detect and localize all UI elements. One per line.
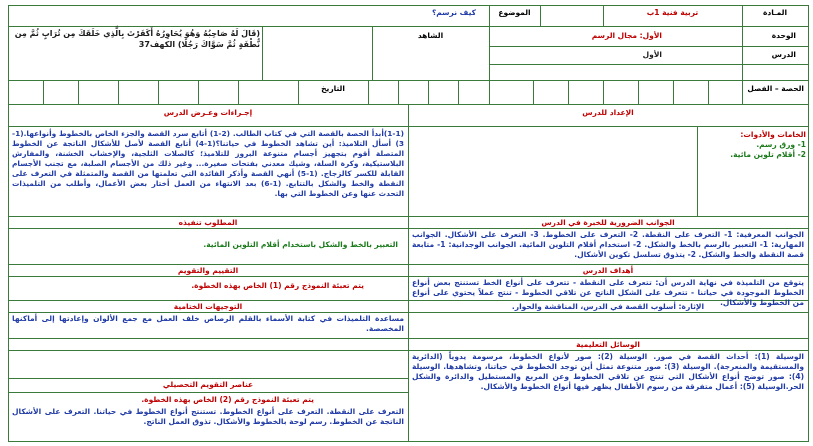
rule (568, 80, 569, 105)
prep-title: الإعداد للدرس (582, 108, 634, 117)
topic-value: كيف نرسم؟ (431, 8, 476, 17)
rule (708, 80, 709, 105)
rule (238, 80, 239, 105)
final-guidance-title: التوجيهات الختامية (173, 302, 243, 311)
material-item: 2- أقلام تلوين مائية. (730, 150, 806, 160)
procedures-text: (1-1)أبدأ الحصة بالقصة التي في كتاب الطالب. (2-1) أتابع سرد القصة والجزء الخاص بالخطوط وأنواعها.(1-3) أسأل التلاميذ: أين تشاهد الخطوط في حياتنا؟(1-4) أتابع القصة لأصل للأشكال الناتجة عن الخطوط المتصلة أقوم بتجهيز أجسام متنوعة البروز للتلاميذ؛ كالصلات الثلجية، والإخشاب الخشنة، والمفارش البلاستيكية، وكرة السلة، وشيك معدني بفتحات صغيرة... وغير ذلك من الأجسام الصلبة، مع تجنب الأجسام القابلة للكسر كالزجاج. (1-5) أنهي القصة وأذكر الفائدة التي تعلمتها من القصة والمتمثلة في التعرف على النقطة والخط والشكل بالتتابع. (1-6) بعد الانتهاء من العمل أختار بعض الأعمال، وأطلب من التلميذات التحدث عنها وعن الخطوط التي بها. (12, 129, 404, 198)
quran-verse: (قَالَ لَهُ صَاحِبُهُ وَهُوَ يُحَاوِرُهُ أَكَفَرْتَ بِالَّذِي خَلَقَكَ مِن تُرَابٍ ثُمَّ مِن نُّطْفَةٍ ثُمَّ سَوَّاكَ رَجُلًا) الكهف37 (14, 29, 260, 49)
methods-text: الإثارة: أسلوب القصة في الدرس، المناقشة والحوار. (511, 302, 705, 311)
required-text: التعبير بالخط والشكل باستخدام أقلام التلوين المائية. (203, 240, 398, 249)
required-title: المطلوب تنفيذه (178, 218, 238, 227)
topic-label: الموضوع (498, 8, 531, 17)
materials-block (700, 130, 806, 214)
final-guidance-continued (12, 352, 404, 376)
aids-text: الوسيلة (1): أحداث القصة في صور. الوسيلة (2): صور لأنواع الخطوط، مرسومة يدوياً (الدائرية والمستقيمة والمنعرجة). الوسيلة (3): صور متنوعة تمثل أين توجد الخطوط في حياتنا، وتشاهدها. الوسيلة (4): صور توضح أنواع الأشكال التي تنتج عن تلاقي الخطوط وعن المربع والمستطيل والدائرة والشكل الحر.الوسيلة (5): أعمال متفرقة من رسوم الأطفال يظهر فيها أنواع الخطوط والأشكال. (412, 352, 804, 392)
rule (43, 80, 44, 105)
lesson-label: الدرس (771, 50, 796, 59)
objectives-title: أهداف الدرس (582, 266, 634, 275)
rule (262, 26, 263, 81)
rule (489, 64, 809, 65)
unit-value: الأول: مجال الرسم (591, 31, 662, 40)
assessment-title: التقييم والتقويم (177, 266, 239, 275)
rule (673, 80, 674, 105)
rule (368, 80, 369, 105)
date-label: التاريخ (321, 84, 345, 93)
rule (158, 80, 159, 105)
materials-title: الخامات والأدوات: (740, 130, 806, 139)
rule (533, 80, 534, 105)
summative-title: عناصر التقويم التحصيلي (162, 380, 254, 389)
assessment-text: يتم تعبئة النموذج رقم (1) الخاص بهذه الخطوة. (191, 281, 364, 290)
rule (638, 80, 639, 105)
final-guidance-text: مساعدة التلميذات في كتابة الأسماء بالقلم الرصاص خلف العمل مع جمع الألوان وإعادتها إلى أماكنها المخصصة. (12, 314, 404, 334)
unit-label: الوحدة (771, 31, 796, 40)
rule (603, 80, 604, 105)
witness-label: الشاهد (417, 31, 444, 40)
rule (198, 80, 199, 105)
rule (8, 392, 408, 393)
rule (8, 5, 809, 6)
rule (118, 80, 119, 105)
prior-text: الجوانب المعرفية: 1- التعرف على النقطة. 2- التعرف على الخطوط. 3- التعرف على الأشكال. الجوانب المهارية: 1- التعبير بالرسم بالخط والشكل. 2- استخدام أقلام التلوين المائية. الجوانب الوجدانية: 1- متابعة قصة النقطة والخط والشكل. 2- يتذوق تسلسل تكوين الأشكال. (412, 230, 805, 260)
prior-title: الجوانب الضرورية للخبرة في الدرس (541, 218, 675, 227)
rule (8, 26, 809, 27)
summative-line2: التعرف على النقطة. التعرف على أنواع الخطوط. تستنتج أنواع الخطوط في حياتنا. التعرف على الأشكال الناتجة عن الخطوط. رسم لوحة بالخطوط والأشكال. تذوق العمل الناتج. (12, 407, 404, 427)
lesson-value: الأول (642, 50, 662, 59)
rule (489, 46, 809, 47)
subject-value: تربية فنية 1ب (646, 8, 699, 17)
rule (540, 5, 541, 26)
period-label: الحصة – الفصل (747, 84, 804, 93)
subject-label: المـادة (762, 8, 788, 17)
rule (78, 80, 79, 105)
objectives-text: يتوقع من التلميذة في نهاية الدرس أن: تتعرف على النقطة - تتعرف على أنواع الخط تستنتج بعض أنواع الخطوط الموجودة في حياتنا - تتعرف على الشكل الناتج عن تلاقي الخطوط - تنتج عملاً يحتوي على أنواع من الخطوط والأشكال. (412, 278, 804, 308)
rule (398, 80, 399, 105)
rule (458, 80, 459, 105)
material-item: 1- ورق رسم. (756, 140, 806, 150)
rule (8, 80, 809, 81)
rule (808, 5, 809, 442)
aids-title: الوسائل التعليمية (576, 340, 640, 349)
procedures-title: إجـراءات وعـرض الدرس (163, 108, 253, 117)
rule (697, 126, 698, 217)
summative-line1: يتم تعبئة النموذج رقم (2) الخاص بهذه الخطوة. (141, 395, 314, 404)
rule (428, 80, 429, 105)
